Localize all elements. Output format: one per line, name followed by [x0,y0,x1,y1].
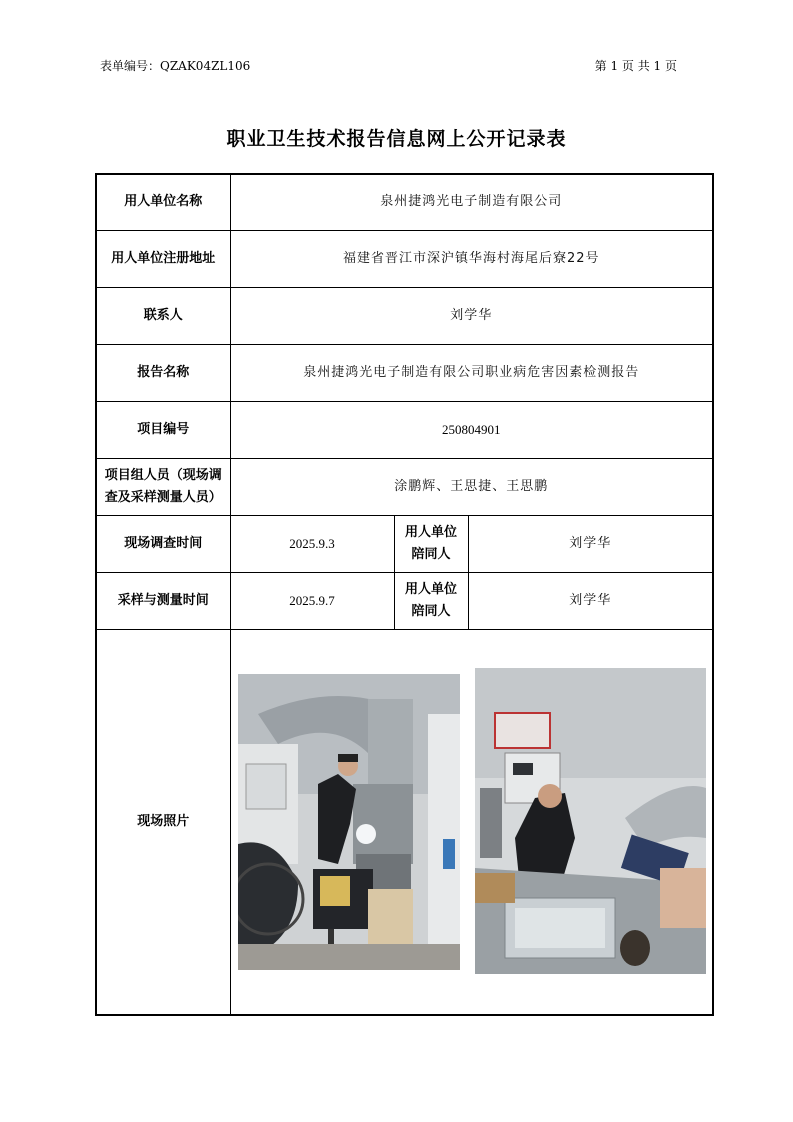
row-project-no [96,401,713,458]
page-info: 第 1 页 共 1 页 [594,59,677,73]
photos-label: 现场照片 [96,629,230,1015]
sampling-accompany-value: 刘学华 [468,572,713,629]
sampling-time-label: 采样与测量时间 [96,572,230,629]
survey-date: 2025.9.3 [230,515,394,572]
site-photo-1 [238,674,460,970]
employer-address-value: 福建省晋江市深沪镇华海村海尾后寮22号 [230,230,713,287]
sampling-accompany-label: 用人单位陪同人 [394,572,468,629]
row-employer-address [96,230,713,287]
survey-accompany-label: 用人单位陪同人 [394,515,468,572]
survey-time-label: 现场调查时间 [96,515,230,572]
team-value: 涂鹏辉、王思捷、王思鹏 [230,458,713,515]
contact-label: 联系人 [96,287,230,344]
photos-cell [230,629,713,1015]
record-table [95,173,714,1016]
document-title: 职业卫生技术报告信息网上公开记录表 [226,128,567,150]
form-number: 表单编号：QZAK04ZL106 [100,59,251,73]
row-team [96,458,713,515]
team-label: 项目组人员（现场调查及采样测量人员） [96,458,230,515]
row-report-name [96,344,713,401]
employer-address-label: 用人单位注册地址 [96,230,230,287]
row-contact [96,287,713,344]
row-survey [96,515,713,572]
site-photo-2 [475,668,706,974]
survey-accompany-value: 刘学华 [468,515,713,572]
row-photos [96,629,713,1015]
sampling-date: 2025.9.7 [230,572,394,629]
report-name-label: 报告名称 [96,344,230,401]
project-no-label: 项目编号 [96,401,230,458]
contact-value: 刘学华 [230,287,713,344]
employer-name-label: 用人单位名称 [96,174,230,230]
project-no-value: 250804901 [230,401,713,458]
row-sampling [96,572,713,629]
employer-name-value: 泉州捷鸿光电子制造有限公司 [230,174,713,230]
row-employer-name [96,174,713,230]
report-name-value: 泉州捷鸿光电子制造有限公司职业病危害因素检测报告 [230,344,713,401]
